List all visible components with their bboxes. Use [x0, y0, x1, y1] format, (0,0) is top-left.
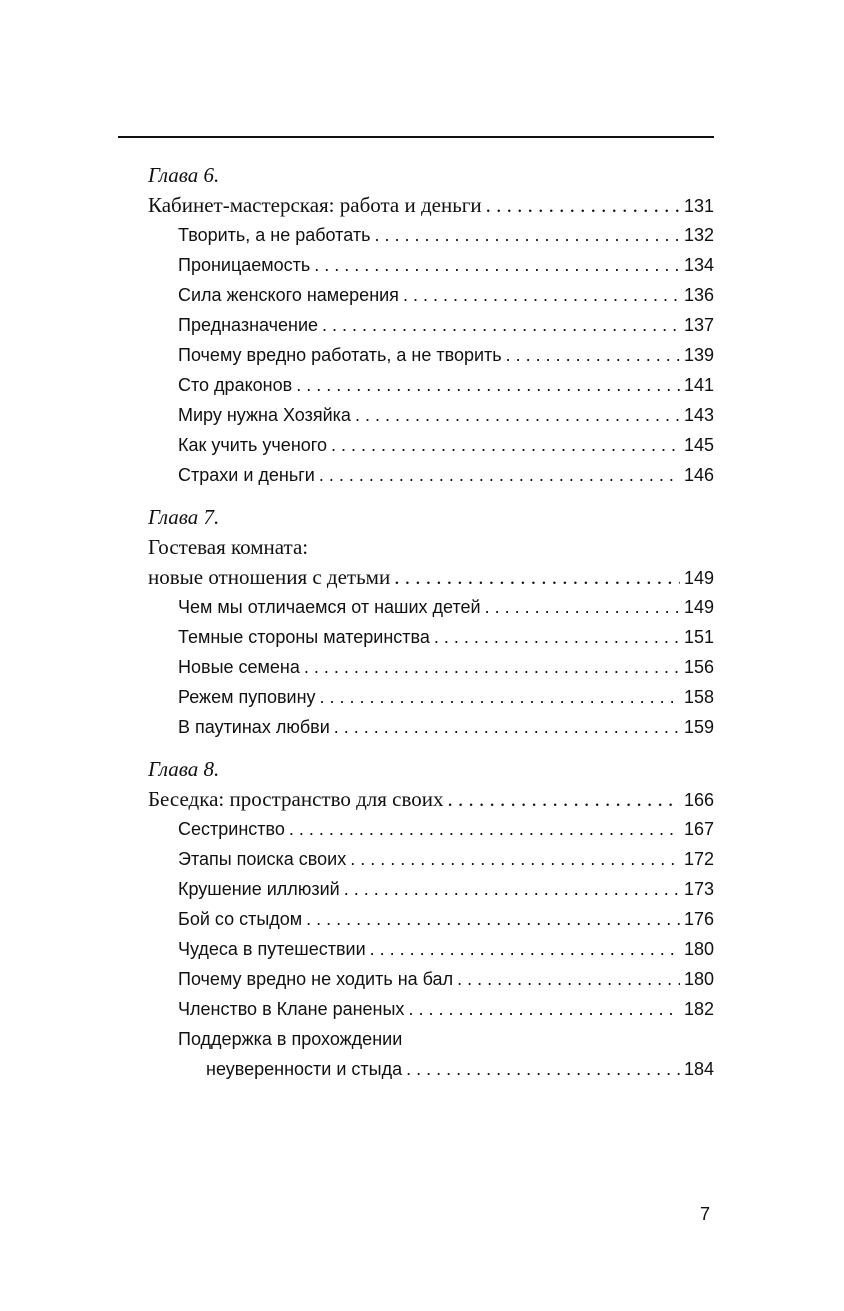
- entry-title: Почему вредно не ходить на бал: [178, 969, 454, 989]
- toc-entry-line1: Поддержка в прохождении: [178, 1029, 403, 1049]
- entry-page: 180: [683, 969, 714, 989]
- toc-entry: [148, 430, 714, 460]
- entry-page: 158: [683, 687, 714, 707]
- entry-page: 151: [683, 627, 714, 647]
- entry-title: Сила женского намерения: [178, 285, 399, 305]
- entry-page: 145: [683, 435, 714, 455]
- chapter-7-title-line2: новые отношения с детьми: [148, 565, 391, 589]
- toc-entry: [148, 220, 714, 250]
- chapter-6-title: Кабинет-мастерская: работа и деньги: [148, 193, 482, 217]
- dot-leader: [314, 250, 680, 280]
- dot-leader: [289, 814, 680, 844]
- dot-leader: [334, 712, 680, 742]
- entry-title: Новые семена: [178, 657, 300, 677]
- dot-leader: [355, 400, 680, 430]
- dot-leader: [457, 964, 680, 994]
- entry-title: Крушение иллюзий: [178, 879, 340, 899]
- toc-entry: [148, 682, 714, 712]
- toc-entry: [148, 250, 714, 280]
- toc-entry: [148, 934, 714, 964]
- dot-leader: [434, 622, 680, 652]
- dot-leader: [296, 370, 680, 400]
- entry-page: 180: [683, 939, 714, 959]
- dot-leader: [319, 460, 680, 490]
- dot-leader: [344, 874, 680, 904]
- chapter-7-title-entry: [148, 562, 714, 592]
- entry-page: 132: [683, 225, 714, 245]
- dot-leader: [370, 934, 680, 964]
- toc-entry: [148, 400, 714, 430]
- entry-page: 184: [683, 1059, 714, 1079]
- chapter-6-title-entry: [148, 190, 714, 220]
- entry-page: 182: [683, 999, 714, 1019]
- chapter-6-label: Глава 6.: [148, 163, 220, 187]
- dot-leader: [320, 682, 680, 712]
- chapter-8-title: Беседка: пространство для своих: [148, 787, 444, 811]
- entry-page: 172: [683, 849, 714, 869]
- toc-entry: [148, 652, 714, 682]
- dot-leader: [448, 784, 680, 814]
- entry-title: В паутинах любви: [178, 717, 330, 737]
- entry-page: 143: [683, 405, 714, 425]
- toc-entry: [148, 712, 714, 742]
- entry-page: 139: [683, 345, 714, 365]
- entry-title: Бой со стыдом: [178, 909, 303, 929]
- header-rule: [118, 136, 714, 138]
- dot-leader: [506, 340, 680, 370]
- dot-leader: [350, 844, 680, 874]
- entry-title: Как учить ученого: [178, 435, 327, 455]
- entry-page: 159: [683, 717, 714, 737]
- entry-title: Страхи и деньги: [178, 465, 315, 485]
- toc-entry: [148, 814, 714, 844]
- entry-title: неуверенности и стыда: [206, 1059, 403, 1079]
- dot-leader: [408, 994, 680, 1024]
- dot-leader: [331, 430, 680, 460]
- dot-leader: [374, 220, 679, 250]
- toc-entry: [148, 1054, 714, 1084]
- entry-page: 141: [683, 375, 714, 395]
- chapter-8-page: 166: [683, 790, 714, 810]
- entry-title: Сестринство: [178, 819, 285, 839]
- entry-page: 137: [683, 315, 714, 335]
- toc-entry: [148, 994, 714, 1024]
- table-of-contents: [148, 160, 714, 1084]
- toc-entry: [148, 340, 714, 370]
- toc-entry: [148, 874, 714, 904]
- dot-leader: [304, 652, 680, 682]
- chapter-6-page: 131: [683, 196, 714, 216]
- entry-title: Этапы поиска своих: [178, 849, 347, 869]
- toc-entry: [148, 964, 714, 994]
- page-number: 7: [700, 1204, 711, 1224]
- chapter-7-label: Глава 7.: [148, 505, 220, 529]
- toc-entry: [148, 622, 714, 652]
- dot-leader: [306, 904, 680, 934]
- toc-entry: [148, 904, 714, 934]
- toc-entry: [148, 844, 714, 874]
- entry-page: 176: [683, 909, 714, 929]
- entry-title: Почему вредно работать, а не творить: [178, 345, 502, 365]
- entry-title: Творить, а не работать: [178, 225, 371, 245]
- entry-title: Проницаемость: [178, 255, 311, 275]
- entry-page: 136: [683, 285, 714, 305]
- chapter-7-title-line1: Гостевая комната:: [148, 535, 309, 559]
- entry-title: Сто драконов: [178, 375, 293, 395]
- dot-leader: [394, 562, 680, 592]
- entry-title: Режем пуповину: [178, 687, 316, 707]
- dot-leader: [403, 280, 680, 310]
- entry-page: 173: [683, 879, 714, 899]
- entry-page: 149: [683, 597, 714, 617]
- dot-leader: [486, 190, 680, 220]
- chapter-7-page: 149: [683, 568, 714, 588]
- toc-entry: [148, 592, 714, 622]
- entry-title: Членство в Клане раненых: [178, 999, 405, 1019]
- entry-title: Чудеса в путешествии: [178, 939, 366, 959]
- chapter-8-title-entry: [148, 784, 714, 814]
- entry-page: 156: [683, 657, 714, 677]
- toc-entry: [148, 280, 714, 310]
- entry-title: Предназначение: [178, 315, 319, 335]
- toc-entry: [148, 370, 714, 400]
- toc-entry: [148, 460, 714, 490]
- entry-page: 167: [683, 819, 714, 839]
- chapter-8-label: Глава 8.: [148, 757, 220, 781]
- dot-leader: [406, 1054, 680, 1084]
- entry-page: 146: [683, 465, 714, 485]
- entry-title: Чем мы отличаемся от наших детей: [178, 597, 481, 617]
- dot-leader: [322, 310, 680, 340]
- entry-title: Миру нужна Хозяйка: [178, 405, 351, 425]
- entry-page: 134: [683, 255, 714, 275]
- toc-entry: [148, 310, 714, 340]
- dot-leader: [485, 592, 680, 622]
- entry-title: Темные стороны материнства: [178, 627, 430, 647]
